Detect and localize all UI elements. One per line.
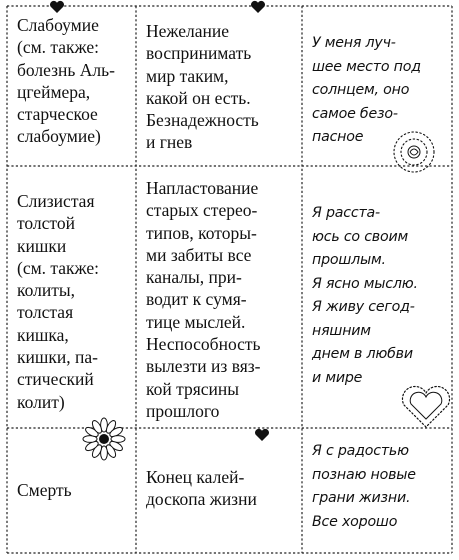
text-line: Я расста-	[312, 205, 380, 221]
text-line: и гнев	[146, 132, 193, 153]
text-line: каналы, при-	[146, 267, 242, 288]
text-line: Смерть	[17, 480, 72, 500]
text-line: днем в любви	[312, 346, 413, 362]
row-2-affirmation	[312, 202, 444, 390]
text-line: старческое	[17, 104, 98, 125]
text-line: кишка,	[17, 324, 69, 345]
text-line: (см. также:	[17, 257, 100, 278]
text-line: грани жизни.	[312, 490, 411, 506]
text-line: Слизистая	[17, 191, 95, 211]
text-line: Напластование	[146, 178, 259, 198]
text-line: тице мыслей.	[146, 311, 246, 332]
text-line: Неспособность	[146, 334, 261, 355]
text-line: Конец калей-	[146, 467, 245, 487]
row-2-cause	[146, 177, 296, 422]
text-line: прошлого	[146, 400, 220, 421]
text-line: кой трясины	[146, 378, 240, 399]
text-line: кишки, па-	[17, 347, 98, 368]
text-line: колит)	[17, 391, 65, 412]
text-line: солнцем, оно	[312, 82, 410, 98]
text-line: прошлым.	[312, 252, 386, 268]
text-line: Я живу сегод-	[312, 299, 415, 315]
heart-icon	[250, 0, 266, 14]
text-line: Я ясно мыслю.	[312, 275, 418, 292]
row-1-disease	[17, 14, 141, 148]
text-line: толстой	[17, 213, 75, 234]
text-line: кишки	[17, 235, 67, 256]
text-line: Я с радостью	[312, 443, 409, 459]
text-line: слабоумие)	[17, 126, 101, 147]
text-line: старых стерео-	[146, 200, 258, 221]
text-line: Нежелание	[146, 21, 230, 41]
text-line: (см. также:	[17, 37, 100, 58]
row-2-disease	[17, 190, 141, 413]
text-line: У меня луч-	[312, 35, 396, 51]
text-line: болезнь Аль-	[17, 59, 115, 80]
text-line: доскопа жизни	[146, 489, 257, 510]
row-1-affirmation	[312, 32, 444, 150]
text-line: вылезти из вяз-	[146, 356, 261, 377]
row-3-affirmation	[312, 440, 444, 534]
text-line: стический	[17, 369, 94, 390]
row-3-cause	[146, 466, 296, 511]
text-line: Все хорошо	[312, 513, 398, 530]
text-line: пасное	[312, 129, 364, 145]
text-line: цгеймера,	[17, 81, 91, 102]
text-line: и мире	[312, 369, 363, 386]
text-line: водит к сумя-	[146, 289, 247, 310]
text-line: няшним	[312, 322, 371, 339]
text-line: мир таким,	[146, 65, 229, 86]
text-line: толстая	[17, 302, 74, 323]
text-line: типов, которы-	[146, 222, 257, 243]
dotted-heart-icon	[398, 383, 454, 431]
text-line: юсь со своим	[312, 228, 408, 245]
heart-icon	[49, 0, 65, 14]
text-line: воспринимать	[146, 43, 252, 64]
text-line: познаю новые	[312, 466, 416, 483]
daisy-icon	[82, 417, 126, 461]
text-line: шее место под	[312, 58, 421, 75]
text-line: ми забиты все	[146, 244, 252, 265]
text-line: самое безо-	[312, 105, 398, 122]
text-line: Слабоумие	[17, 15, 99, 35]
row-1-cause	[146, 20, 296, 154]
text-line: Безнадежность	[146, 110, 259, 131]
heart-icon	[254, 428, 270, 442]
text-line: колиты,	[17, 280, 76, 301]
text-line: какой он есть.	[146, 87, 251, 108]
row-3-disease	[17, 479, 141, 501]
